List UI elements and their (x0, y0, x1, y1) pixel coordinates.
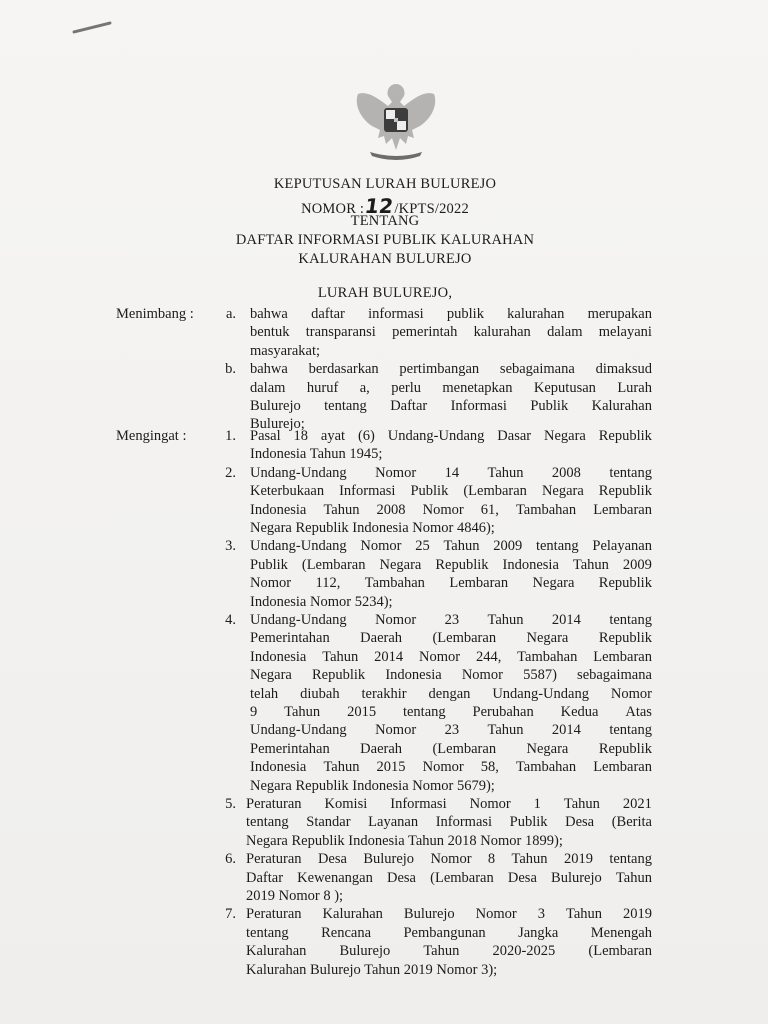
menimbang-line: masyarakat; (250, 342, 321, 359)
mengingat-marker: 3. (225, 538, 236, 555)
mengingat-marker: 2. (225, 464, 236, 481)
number-prefix: NOMOR : (301, 201, 365, 217)
mengingat-label: Mengingat : (116, 428, 187, 444)
menimbang-label: Menimbang : (116, 306, 194, 322)
mengingat-line: Peraturan Kalurahan Bulurejo Nomor 3 Tahun 2019 (246, 906, 652, 923)
mengingat-line: Nomor 112, Tambahan Lembaran Negara Republik (250, 575, 652, 592)
mengingat-line: Pemerintahan Daerah (Lembaran Negara Republik (250, 630, 652, 647)
mengingat-line: tentang Standar Layanan Informasi Publik Desa (Berita (246, 814, 652, 831)
number-handwritten: 12 (363, 194, 396, 218)
mengingat-line: Indonesia Tahun 2015 Nomor 58, Tambahan Lembaran (250, 759, 652, 776)
mengingat-line: Pemerintahan Daerah (Lembaran Negara Republik (250, 740, 652, 757)
mengingat-line: tentang Rencana Pembangunan Jangka Menengah (246, 924, 652, 941)
mengingat-line: Negara Republik Indonesia Tahun 2018 Nomor 1899); (246, 832, 563, 849)
mengingat-line: Indonesia Tahun 1945; (250, 446, 383, 463)
menimbang-line: Bulurejo tentang Daftar Informasi Publik Kalurahan (250, 398, 652, 414)
garuda-emblem-icon (350, 80, 442, 166)
mengingat-marker: 1. (225, 428, 236, 444)
menimbang-line: bentuk transparansi pemerintah kalurahan dalam melayani (250, 324, 652, 341)
mengingat-line: Kalurahan Bulurejo Tahun 2020-2025 (Lembaran (246, 943, 652, 960)
mengingat-line: Peraturan Desa Bulurejo Nomor 8 Tahun 2019 tentang (246, 851, 652, 868)
number-suffix: /KPTS/2022 (394, 201, 469, 217)
mengingat-line: Pasal 18 ayat (6) Undang-Undang Dasar Negara Republik (250, 428, 652, 444)
mengingat-line: 9 Tahun 2015 tentang Perubahan Kedua Atas (250, 704, 652, 720)
mengingat-marker: 4. (225, 612, 236, 628)
mengingat-line: telah diubah terakhir dengan Undang-Undang Nomor (250, 685, 652, 702)
mengingat-line: Indonesia Tahun 2008 Nomor 61, Tambahan Lembaran (250, 501, 652, 518)
mengingat-line: Negara Republik Indonesia Nomor 5587) sebagaimana (250, 667, 652, 684)
menimbang-marker: b. (225, 361, 236, 378)
mengingat-line: Daftar Kewenangan Desa (Lembaran Desa Bulurejo Tahun (246, 869, 652, 886)
mengingat-line: Undang-Undang Nomor 23 Tahun 2014 tentang (250, 612, 652, 628)
decree-about: TENTANG (350, 213, 420, 229)
mengingat-line: Undang-Undang Nomor 25 Tahun 2009 tentang Pelayanan (250, 538, 652, 555)
mengingat-line: 2019 Nomor 8 ); (246, 888, 344, 904)
mengingat-line: Indonesia Nomor 5234); (250, 593, 393, 610)
mengingat-line: Keterbukaan Informasi Publik (Lembaran Negara Republik (250, 483, 652, 500)
mengingat-line: Undang-Undang Nomor 14 Tahun 2008 tentang (250, 464, 652, 481)
decree-title: KEPUTUSAN LURAH BULUREJO (273, 176, 497, 192)
mengingat-line: Peraturan Komisi Informasi Nomor 1 Tahun 2021 (246, 796, 652, 812)
mengingat-line: Kalurahan Bulurejo Tahun 2019 Nomor 3); (246, 961, 498, 978)
mengingat-line: Negara Republik Indonesia Nomor 5679); (250, 777, 495, 794)
menimbang-line: Bulurejo; (250, 416, 305, 433)
menimbang-line: bahwa berdasarkan pertimbangan sebagaimana dimaksud (250, 361, 652, 378)
mengingat-marker: 6. (225, 851, 236, 868)
mengingat-line: Negara Republik Indonesia Nomor 4846); (250, 520, 495, 536)
decree-subject-line2: KALURAHAN BULUREJO (298, 251, 472, 267)
decree-subject-line1: DAFTAR INFORMASI PUBLIK KALURAHAN (235, 232, 535, 248)
menimbang-line: bahwa daftar informasi publik kalurahan merupakan (250, 306, 652, 322)
mengingat-line: Indonesia Tahun 2014 Nomor 244, Tambahan Lembaran (250, 648, 652, 665)
menimbang-line: dalam huruf a, perlu menetapkan Keputusan Lurah (250, 379, 652, 396)
menimbang-marker: a. (225, 306, 236, 322)
mengingat-marker: 5. (225, 796, 236, 812)
mengingat-marker: 7. (225, 906, 236, 923)
mengingat-line: Undang-Undang Nomor 23 Tahun 2014 tentang (250, 722, 652, 739)
decree-authority: LURAH BULUREJO, (317, 285, 453, 301)
mengingat-line: Publik (Lembaran Negara Republik Indonesia Tahun 2009 (250, 556, 652, 573)
